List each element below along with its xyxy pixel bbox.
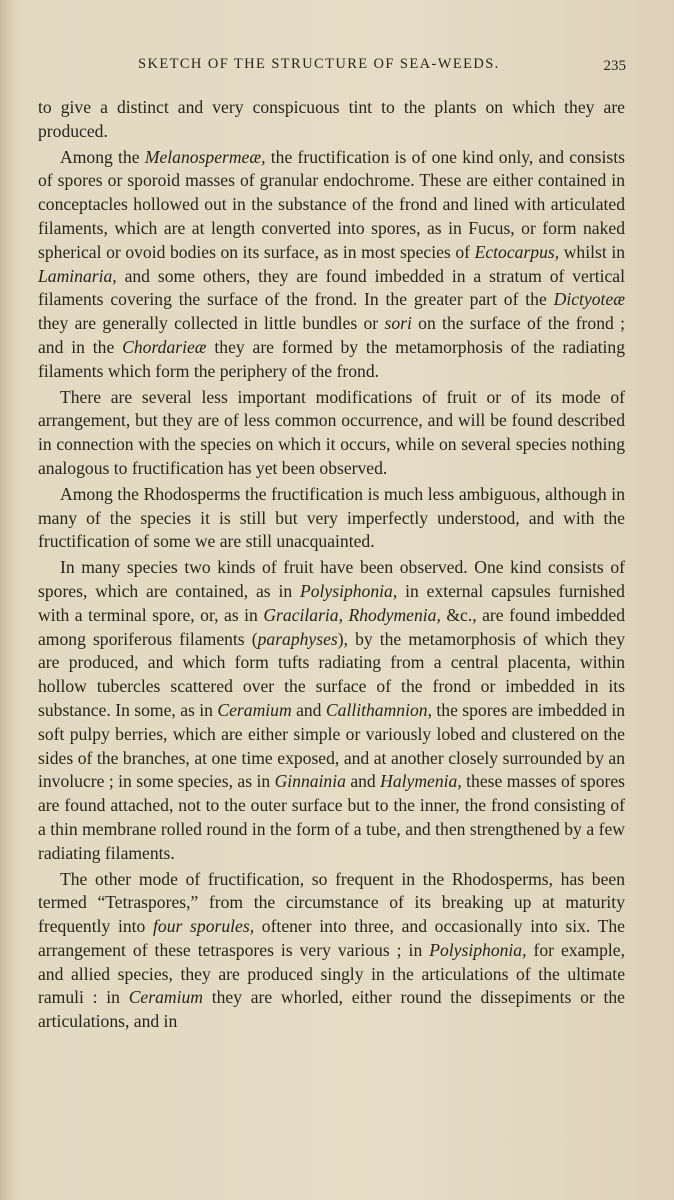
italic-term: Dictyoteæ	[553, 289, 625, 310]
italic-term: Halymenia,	[380, 771, 462, 792]
italic-term: Callithamnion,	[325, 699, 432, 720]
page-header	[38, 52, 626, 76]
italic-term: Ectocarpus,	[474, 241, 560, 262]
text-run: the fructification is of one kind only, and consists of spores or sporoid masses of granular endochrome. These are either contained in conceptacles hollowed out in the substance of the frond and lined with articulated filaments, which are at length converted into spores, as in Fucus, or form naked spherical or ovoid bodies on its surface, as in most species of	[38, 146, 625, 262]
paragraph-4	[38, 483, 625, 554]
text-run: ), by the metamorphosis of which they are produced, and which form tufts radiating from a central placenta, within hollow tubercles scattered over the surface of the frond or imbedded in its substance. In some, as in	[38, 628, 625, 720]
text-run: There are several less important modifications of fruit or of its mode of arrangement, but they are of less common occurrence, and will be found described in connection with the species on which it occurs, while on several species nothing analogous to fructification has yet been observed.	[38, 386, 625, 478]
text-run: In many species two kinds of fruit have been observed. One kind consists of spores, which are contained, as in	[38, 557, 625, 601]
italic-term: Ceramium	[217, 699, 292, 720]
page-number: 235	[603, 58, 626, 74]
running-head: SKETCH OF THE STRUCTURE OF SEA-WEEDS.	[138, 56, 500, 72]
text-run: these masses of spores are found attached, not to the outer surface but to the inner, the frond consisting of a thin membrane rolled round in the form of a tube, and then strengthened by a few radiating filaments.	[38, 771, 626, 863]
text-run: &c., are found imbedded among sporiferous filaments (	[38, 604, 625, 649]
italic-term: paraphyses	[257, 628, 338, 649]
text-run: they are formed by the metamorphosis of the radiating filaments which form the periphery of the frond.	[38, 336, 625, 381]
text-run: in external capsules furnished with a terminal spore, or, as in	[38, 580, 625, 625]
text-run: and	[291, 699, 326, 720]
paragraph-5	[38, 556, 625, 865]
italic-term: Polysiphonia,	[299, 580, 398, 601]
text-run: and	[345, 771, 381, 792]
text-run: they are generally collected in little bundles or	[38, 313, 385, 334]
text-run: Among the	[60, 146, 145, 167]
italic-term: Ceramium	[128, 987, 203, 1008]
italic-term: Chordarieæ	[122, 336, 207, 357]
italic-term: Laminaria,	[38, 265, 117, 286]
italic-term: Polysiphonia,	[429, 939, 527, 960]
paragraph-2	[38, 146, 625, 384]
italic-term: four sporules,	[153, 916, 255, 937]
italic-term: Melanospermeæ,	[144, 146, 266, 167]
italic-term: Ginnainia	[274, 771, 346, 792]
text-run: The other mode of fructification, so frequent in the Rhodosperms, has been termed “Tetraspores,” from the circumstance of its breaking up at maturity frequently into	[38, 868, 625, 937]
text-run: to give a distinct and very conspicuous tint to the plants on which they are produced.	[38, 97, 625, 141]
text-run: Among the Rhodosperms the fructification is much less ambiguous, although in many of the species it is still but very imperfectly understood, and with the fructification of some we are still unacquainted.	[38, 483, 625, 552]
paragraph-6	[38, 868, 625, 1035]
text-run: for example, and allied species, they are produced singly in the articulations of the ultimate ramuli : in	[38, 939, 625, 1008]
body-text	[38, 96, 625, 1036]
paragraph-3	[38, 386, 625, 481]
text-run: whilst in	[559, 241, 626, 262]
text-run: the spores are imbedded in soft pulpy berries, which are either simple or variously lobed and clustered on the sides of the branches, at one time exposed, and at another closely surrounded by an involucre ; in some species, as in	[38, 699, 626, 792]
italic-term: Gracilaria, Rhodymenia,	[263, 604, 441, 625]
paragraph-1	[38, 96, 625, 144]
text-run: and some others, they are found imbedded in a stratum of vertical filaments covering the surface of the frond. In the greater part of the	[38, 265, 625, 310]
text-run: on the surface of the frond ; and in the	[38, 313, 625, 357]
italic-term: sori	[384, 313, 412, 334]
text-run: oftener into three, and occasionally into six. The arrangement of these tetraspores is very various ; in	[38, 916, 625, 960]
text-run: they are whorled, either round the dissepiments or the articulations, and in	[38, 987, 625, 1032]
